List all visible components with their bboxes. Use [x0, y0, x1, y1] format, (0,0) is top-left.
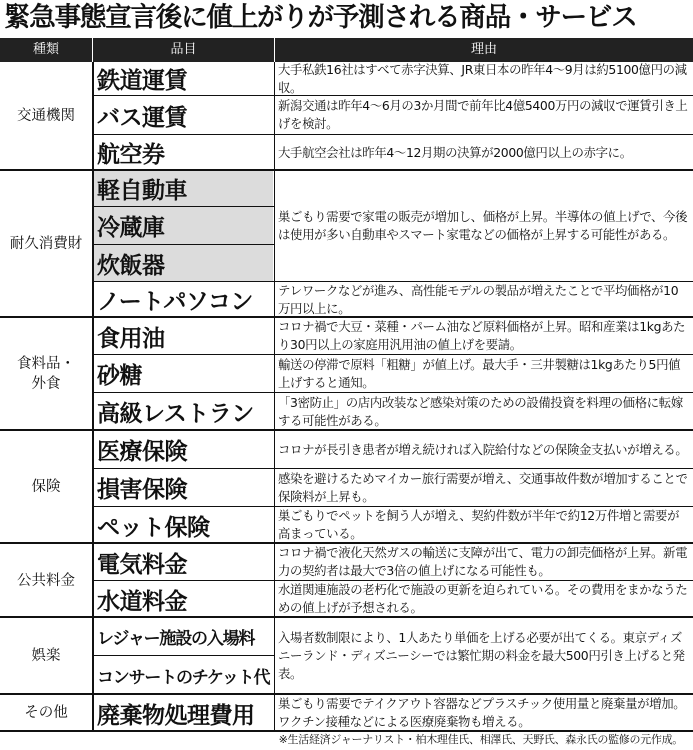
item-bus-fare: バス運賃 [97, 104, 187, 131]
item-water: 水道料金 [97, 588, 187, 615]
category-transport: 交通機関 [17, 108, 75, 124]
reason-cooking-oil: コロナ禍で大豆・菜種・パーム油など原料価格が上昇。昭和産業は1kgあたり30円以上の家庭用汎用油の値上げを要請。 [278, 319, 686, 352]
row-divider [93, 134, 693, 135]
divider-group-5 [0, 616, 693, 618]
header-item: 品目 [93, 38, 274, 62]
reason-airline-ticket: 大手航空会社は昨年4～12月期の決算が2000億円以上の赤字に。 [278, 144, 632, 160]
divider-group-4 [0, 542, 693, 544]
reason-waste-disposal: 巣ごもり需要でテイクアウト容器などプラスチック使用量と廃棄量が増加。ワクチン接種などによる医療廃棄物も増える。 [278, 696, 686, 729]
item-pet-insurance: ペット保険 [97, 514, 210, 541]
reason-home-appliances: 巣ごもり需要で家電の販売が増加し、価格が上昇。半導体の値上げで、今後は使用が多い自動車やスマート家電などの価格が上昇する可能性がある。 [278, 209, 688, 242]
item-rail-fare: 鉄道運賃 [97, 68, 187, 94]
reason-laptop: テレワークなどが進み、高性能モデルの製品が増えたことで平均価格が10万円以上に。 [278, 282, 679, 316]
item-leisure-admission: レジャー施設の入場料 [97, 629, 255, 649]
header-reason: 理由 [275, 38, 693, 62]
row-divider [93, 95, 693, 96]
item-electricity: 電気料金 [97, 551, 187, 578]
divider-group-1 [0, 169, 693, 171]
row-divider [93, 506, 693, 507]
item-rice-cooker: 炊飯器 [93, 245, 273, 281]
item-property-insurance: 損害保険 [97, 477, 187, 503]
category-other: その他 [24, 705, 68, 721]
row-divider [93, 354, 693, 355]
row-divider [93, 244, 274, 245]
source-note: ※生活経済ジャーナリスト・柏木理佳氏、相澤氏、天野氏、森永氏の監修の元作成。 [278, 733, 683, 746]
reason-rail-fare: 大手私鉄16社はすべて赤字決算、JR東日本の昨年4～9月は約5100億円の減収。 [278, 62, 687, 95]
category-food-dining: 食料品・ 外食 [17, 356, 75, 392]
reason-entertainment: 入場者数制限により、1人あたり単価を上げる必要が出てくる。東京ディズニーランド・ディズニーシーでは繁忙期の料金を最大500円引き上げると発表。 [278, 630, 685, 681]
item-cooking-oil: 食用油 [97, 325, 165, 352]
row-divider [93, 580, 693, 581]
row-divider [93, 281, 693, 282]
row-divider [93, 468, 693, 469]
reason-electricity: コロナ禍で液化天然ガスの輸送に支障が出て、電力の卸売価格が上昇。新電力の契約者は最大で3倍の値上げになる可能性も。 [278, 545, 688, 578]
divider-item-reason [274, 62, 275, 731]
category-entertainment: 娯楽 [31, 648, 61, 664]
item-kei-car: 軽自動車 [93, 171, 273, 206]
row-divider [93, 206, 274, 207]
reason-property-insurance: 感染を避けるためマイカー旅行需要が増え、交通事故件数が増加することで保険料が上昇も。 [278, 470, 688, 504]
reason-bus-fare: 新潟交通は昨年4～6月の3か月間で前年比4億5400万円の減収で運賃引き上げを検討。 [278, 98, 688, 131]
category-insurance: 保険 [31, 479, 61, 495]
reason-sugar: 輸送の停滞で原料「粗糖」が値上げ。最大手・三井製糖は1kgあたり5円値上げすると通知。 [278, 356, 681, 390]
row-divider [93, 392, 693, 393]
item-airline-ticket: 航空券 [97, 142, 165, 168]
reason-water: 水道関連施設の老朽化で施設の更新を迫られている。その費用をまかなうための値上げが予想される。 [278, 582, 688, 615]
category-utilities: 公共料金 [17, 572, 75, 589]
item-medical-insurance: 医療保険 [97, 439, 187, 465]
reason-fine-dining: 「3密防止」の店内改装など感染対策のための設備投資を料理の価格に転嫁する可能性がある。 [278, 394, 683, 428]
divider-group-2 [0, 316, 693, 318]
item-fine-dining: 高級レストラン [97, 401, 254, 427]
item-concert-ticket: コンサートのチケット代 [97, 667, 270, 688]
divider-group-6 [0, 693, 693, 695]
reason-pet-insurance: 巣ごもりでペットを飼う人が増え、契約件数が半年で約12万件増と需要が高まっている。 [278, 508, 680, 541]
category-durable-goods: 耐久消費財 [9, 236, 83, 252]
divider-category-item [92, 62, 94, 731]
item-laptop: ノートパソコン [97, 289, 253, 315]
item-waste-disposal: 廃棄物処理費用 [97, 702, 255, 729]
item-refrigerator: 冷蔵庫 [93, 207, 273, 244]
row-divider [93, 655, 274, 656]
reason-medical-insurance: コロナが長引き患者が増え続ければ入院給付などの保険金支払いが増える。 [278, 441, 688, 457]
item-sugar: 砂糖 [97, 363, 142, 389]
divider-group-3 [0, 429, 693, 431]
header-category: 種類 [0, 38, 92, 62]
page-title: 緊急事態宣言後に値上がりが予測される商品・サービス [4, 2, 637, 33]
